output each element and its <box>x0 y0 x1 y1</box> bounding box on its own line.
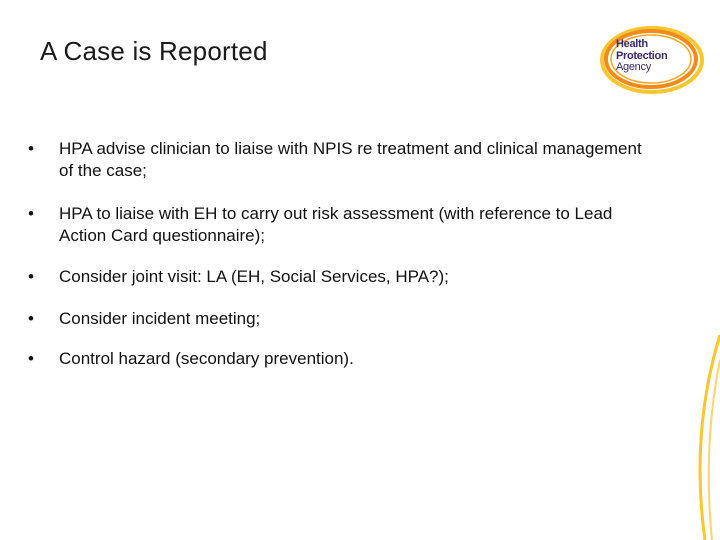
logo-line-protection: Protection <box>616 49 668 62</box>
logo-line-agency: Agency <box>616 61 651 73</box>
bullet-marker: • <box>28 267 34 286</box>
bullet-marker: • <box>28 309 34 328</box>
slide-title: A Case is Reported <box>40 36 268 66</box>
bullet-marker: • <box>28 204 34 223</box>
bullet-text: HPA advise clinician to liaise with NPIS re treatment and clinical management of the case; <box>59 139 642 180</box>
bullet-text: Control hazard (secondary prevention). <box>59 349 354 368</box>
bullet-text: Consider incident meeting; <box>59 309 261 328</box>
bullet-marker: • <box>28 349 34 368</box>
logo-line-health: Health <box>616 38 648 50</box>
bullet-marker: • <box>28 139 34 158</box>
bullet-text: Consider joint visit: LA (EH, Social Services, HPA?); <box>59 267 449 286</box>
health-protection-agency-logo <box>596 22 710 108</box>
logo-wordmark <box>616 39 667 74</box>
bullet-text: HPA to liaise with EH to carry out risk assessment (with reference to Lead Action Card questionnaire); <box>59 204 613 245</box>
